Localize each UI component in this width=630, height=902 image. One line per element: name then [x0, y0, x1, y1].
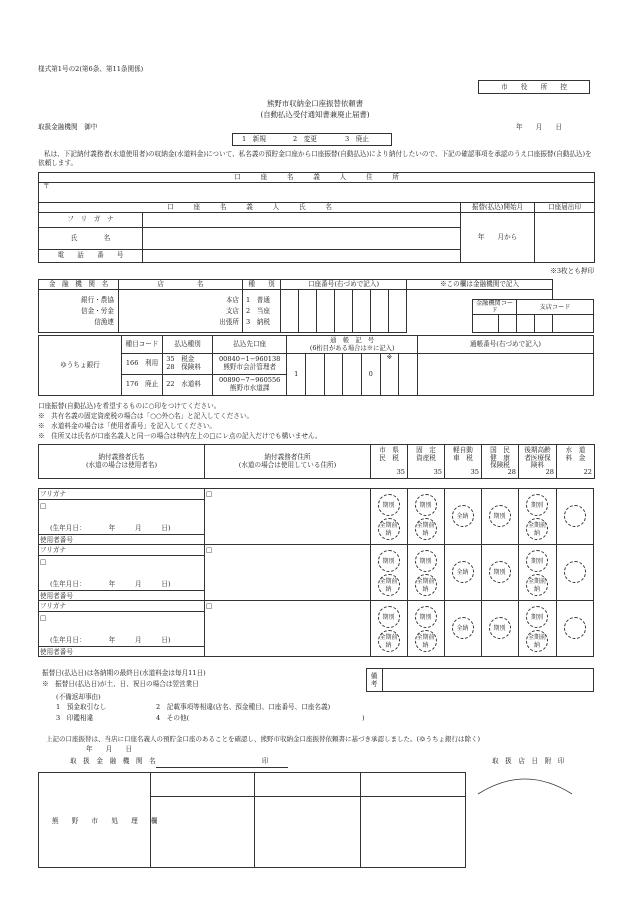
- same-address-checkbox[interactable]: □: [206, 546, 213, 554]
- reject-reason-header: (不備返却事由): [56, 693, 101, 701]
- account-holder-table: [38, 172, 595, 263]
- water-fee-option[interactable]: [564, 561, 586, 583]
- bank-code-field[interactable]: [473, 315, 499, 333]
- account-number-header: 口座番号(右づめで記入): [281, 280, 407, 290]
- phone-field[interactable]: [143, 250, 461, 263]
- taxpayer-entry: [38, 488, 594, 545]
- note-3copies: ※3枚とも押印: [550, 267, 594, 275]
- branch-code-header: 支店コード: [517, 300, 594, 315]
- note-2: ※ 共有名義の固定資産税の場合は「○○外○名」と記入してください。: [38, 412, 254, 420]
- taxpayer-address-header: 納付義務者住所 (水道の場合は使用している住所): [205, 445, 371, 479]
- request-change[interactable]: 2 変更: [293, 135, 317, 143]
- phone-label: 電 話 番 号: [39, 250, 143, 263]
- reason-seal: 3 印鑑相違: [56, 714, 94, 722]
- periodic-payment-option[interactable]: 期別: [378, 550, 400, 572]
- tax-header-elderly: 後期高齢者医療保険料 28: [519, 445, 557, 479]
- name-field[interactable]: [143, 228, 461, 250]
- taxpayer-entry: [38, 544, 594, 601]
- periodic-payment-option[interactable]: 期別: [378, 494, 400, 516]
- tax-header-water: 水 道料 金 22: [557, 445, 595, 479]
- passbook-digit[interactable]: 0: [361, 354, 380, 396]
- taxpayer-name-header: 納付義務者氏名 (水道の場合は使用者名): [39, 445, 205, 479]
- full-prepay-option[interactable]: 全期前納: [526, 518, 548, 540]
- full-prepay-option[interactable]: 全期前納: [378, 518, 400, 540]
- type-code-use[interactable]: 166 利用: [121, 354, 162, 375]
- address-field[interactable]: 〒: [39, 183, 595, 203]
- transfer-date-line1: 振替日(払込日)は各納期の最終日(水道料金は毎月11日): [42, 669, 206, 677]
- addressee: 取扱金融機関 御中: [38, 123, 98, 131]
- full-prepay-option[interactable]: 全期前納: [526, 574, 548, 596]
- furigana-field[interactable]: [143, 213, 461, 228]
- request-new[interactable]: 1 新規: [242, 135, 266, 143]
- account-digit[interactable]: [371, 290, 389, 333]
- taxpayer-entry: [38, 600, 594, 657]
- periodic-payment-option[interactable]: 期別: [489, 617, 511, 639]
- water-fee-option[interactable]: [564, 505, 586, 527]
- passbook-digit[interactable]: [343, 354, 362, 396]
- form-number: 様式第1号の2(第6条、第11条関係): [38, 65, 144, 73]
- birth-date-label: (生年月日： 年 月 日): [50, 524, 171, 532]
- full-prepay-option[interactable]: 全期前納: [378, 630, 400, 652]
- bank-code-field[interactable]: [499, 315, 517, 333]
- furigana-label: フ リ ガ ナ: [39, 213, 143, 228]
- tax-header-resident: 市 県民 税 35: [371, 445, 408, 479]
- passbook-number-field[interactable]: [417, 354, 593, 396]
- periodic-payment-option[interactable]: 期別: [415, 606, 437, 628]
- periodic-payment-option[interactable]: 期別: [489, 505, 511, 527]
- passbook-digit[interactable]: [306, 354, 325, 396]
- transfer-date-line2: ※ 振替日(払込日)が土、日、祝日の場合は翌営業日: [42, 680, 199, 688]
- same-address-checkbox[interactable]: □: [206, 490, 213, 498]
- periodic-payment-option[interactable]: 期別: [415, 494, 437, 516]
- furigana-label: フリガナ: [40, 490, 67, 498]
- same-address-checkbox[interactable]: □: [206, 602, 213, 610]
- note-3: ※ 水道料金の場合は「使用者番号」を記入してください。: [38, 422, 217, 430]
- payment-dest-header: 払込先口座: [212, 336, 287, 354]
- request-abolish[interactable]: 3 廃止: [345, 135, 369, 143]
- passbook-digit-6th[interactable]: ※: [380, 354, 399, 396]
- tax-header-property: 固 定資産税 35: [408, 445, 445, 479]
- receipt-stamp-arc: [470, 768, 580, 798]
- branch-header: 店 名: [119, 280, 243, 290]
- account-digit[interactable]: [281, 290, 299, 333]
- name-label: 氏 名: [39, 228, 143, 250]
- full-prepay-option[interactable]: 全期前納: [415, 518, 437, 540]
- page-subtitle: (自動払込受付通知書兼廃止届書): [260, 110, 370, 119]
- same-name-checkbox[interactable]: □: [40, 558, 47, 566]
- type-code-header: 種目コード: [121, 336, 162, 354]
- confirmation-text: 上記の口座振替は、当店に口座名義人の預貯金口座のあることを確認し、熊野市収納金口座振替依頼書に基づき承認しました。(ゆうちょ銀行は除く): [46, 735, 481, 743]
- type-code-abolish[interactable]: 176 廃止: [121, 375, 162, 396]
- payment-dest-treasurer: 00840−1−960138 熊野市会計管理者: [212, 354, 287, 375]
- page-title: 熊野市収納金口座振替依頼書: [266, 99, 364, 108]
- branch-code-field[interactable]: [553, 315, 594, 333]
- birth-date-label: (生年月日： 年 月 日): [50, 580, 171, 588]
- remarks-box[interactable]: [366, 668, 594, 692]
- periodic-payment-option[interactable]: 期別: [526, 606, 548, 628]
- name-header: 口 座 名 義 人 氏 名: [39, 203, 461, 213]
- city-stamp-label: 市 役 所 控: [501, 83, 567, 91]
- full-prepay-option[interactable]: 全期前納: [378, 574, 400, 596]
- branch-code-field[interactable]: [517, 315, 535, 333]
- water-fee-option[interactable]: [564, 617, 586, 639]
- bank-name-label: 取 扱 金 融 機 関 名: [70, 757, 156, 765]
- address-header: 口 座 名 義 人 住 所: [39, 173, 595, 183]
- taxpayer-table: [38, 444, 595, 479]
- branch-name-field[interactable]: [119, 290, 179, 333]
- start-month-header: 振替(払込)開始月: [461, 203, 535, 213]
- header-date: 年 月 日: [516, 123, 563, 131]
- same-name-checkbox[interactable]: □: [40, 614, 47, 622]
- same-name-checkbox[interactable]: □: [40, 502, 47, 510]
- periodic-payment-option[interactable]: 期別: [526, 494, 548, 516]
- periodic-payment-option[interactable]: 期別: [415, 550, 437, 572]
- furigana-label: フリガナ: [40, 546, 67, 554]
- account-digit[interactable]: [389, 290, 407, 333]
- intro-text: 私は、下記納付義務者(水道使用者)の収納金(水道料金)について、私名義の預貯金口座から口座振替(自動払込)により納付したいので、下記の確認事項を承認のうえ口座振替(自動払込)を依頼します。: [38, 150, 592, 167]
- user-number-label: 使用者番号: [40, 536, 73, 544]
- bank-only-header: ※この欄は金融機関で記入: [407, 280, 553, 290]
- full-payment-option[interactable]: 全納: [452, 505, 474, 527]
- periodic-payment-option[interactable]: 期別: [489, 561, 511, 583]
- account-type-header: 種 別: [243, 280, 281, 290]
- passbook-digit[interactable]: [399, 354, 418, 396]
- bank-type-options[interactable]: 銀行・農協 信金・労金 信漁連: [39, 290, 119, 333]
- start-month-field[interactable]: 年 月から: [461, 213, 535, 263]
- payment-kind-water[interactable]: 22 水道料: [163, 375, 213, 396]
- passbook-number-header: 通帳番号(右づめで記入): [417, 336, 593, 354]
- passbook-digit[interactable]: 1: [287, 354, 306, 396]
- note-4: ※ 住所又は氏名が口座名義人と同一の場合は枠内左上の□にレ点の記入だけでも構いません。: [38, 432, 322, 440]
- branch-code-field[interactable]: [535, 315, 553, 333]
- seal-mark: 印: [262, 757, 269, 765]
- city-processing-label: 熊 野 市 処 理 欄: [52, 817, 158, 825]
- bank-code-header: 金融機関コード: [473, 300, 517, 315]
- periodic-payment-option[interactable]: 期別: [378, 606, 400, 628]
- tax-header-health: 国 民健 康保険税 28: [482, 445, 519, 479]
- reason-mismatch: 2 記載事項等相違(店名、預金種目、口座番号、口座名義): [156, 703, 331, 711]
- reason-no-account: 1 預金取引なし: [56, 703, 107, 711]
- full-payment-option[interactable]: 全納: [452, 561, 474, 583]
- seal-header: 口座届出印: [535, 203, 595, 213]
- account-type-options[interactable]: 1 普通 2 当座 3 納税: [243, 290, 281, 333]
- yucho-table: [38, 335, 594, 396]
- birth-date-label: (生年月日： 年 月 日): [50, 636, 171, 644]
- reason-other: 4 その他(: [156, 714, 190, 722]
- full-prepay-option[interactable]: 全期前納: [526, 630, 548, 652]
- remarks-label: 備考: [370, 672, 378, 688]
- full-prepay-option[interactable]: 全期前納: [415, 574, 437, 596]
- payment-kind-header: 払込種別: [163, 336, 213, 354]
- seal-field[interactable]: [535, 213, 595, 263]
- full-prepay-option[interactable]: 全期前納: [415, 630, 437, 652]
- passbook-symbol-header: 通 帳 記 号 (6桁目がある場合は※に記入): [287, 336, 417, 354]
- tax-header-lightcar: 軽自動車 税 35: [445, 445, 482, 479]
- note-1: 口座振替(自動払込)を希望するものに○印をつけてください。: [38, 402, 221, 410]
- receipt-stamp-label: 取 扱 店 日 附 印: [492, 757, 565, 765]
- payment-kind-tax[interactable]: 35 税金 28 保険料: [163, 354, 213, 375]
- account-digit[interactable]: [299, 290, 317, 333]
- account-digit[interactable]: [317, 290, 335, 333]
- full-payment-option[interactable]: 全納: [452, 617, 474, 639]
- payment-dest-water: 00890−7−960556 熊野市水道課: [212, 375, 287, 396]
- periodic-payment-option[interactable]: 期別: [526, 550, 548, 572]
- account-digit[interactable]: [353, 290, 371, 333]
- bank-name-header: 金 融 機 関 名: [39, 280, 119, 290]
- yucho-bank-name: ゆうちょ銀行: [39, 336, 122, 396]
- furigana-label: フリガナ: [40, 602, 67, 610]
- reason-other-close: ): [362, 714, 365, 722]
- confirm-date: 年 月 日: [86, 745, 133, 753]
- user-number-label: 使用者番号: [40, 648, 73, 656]
- account-digit[interactable]: [335, 290, 353, 333]
- user-number-label: 使用者番号: [40, 592, 73, 600]
- bank-table: [38, 279, 594, 333]
- branch-type-options[interactable]: 本店 支店 出張所: [179, 290, 243, 333]
- passbook-digit[interactable]: [324, 354, 343, 396]
